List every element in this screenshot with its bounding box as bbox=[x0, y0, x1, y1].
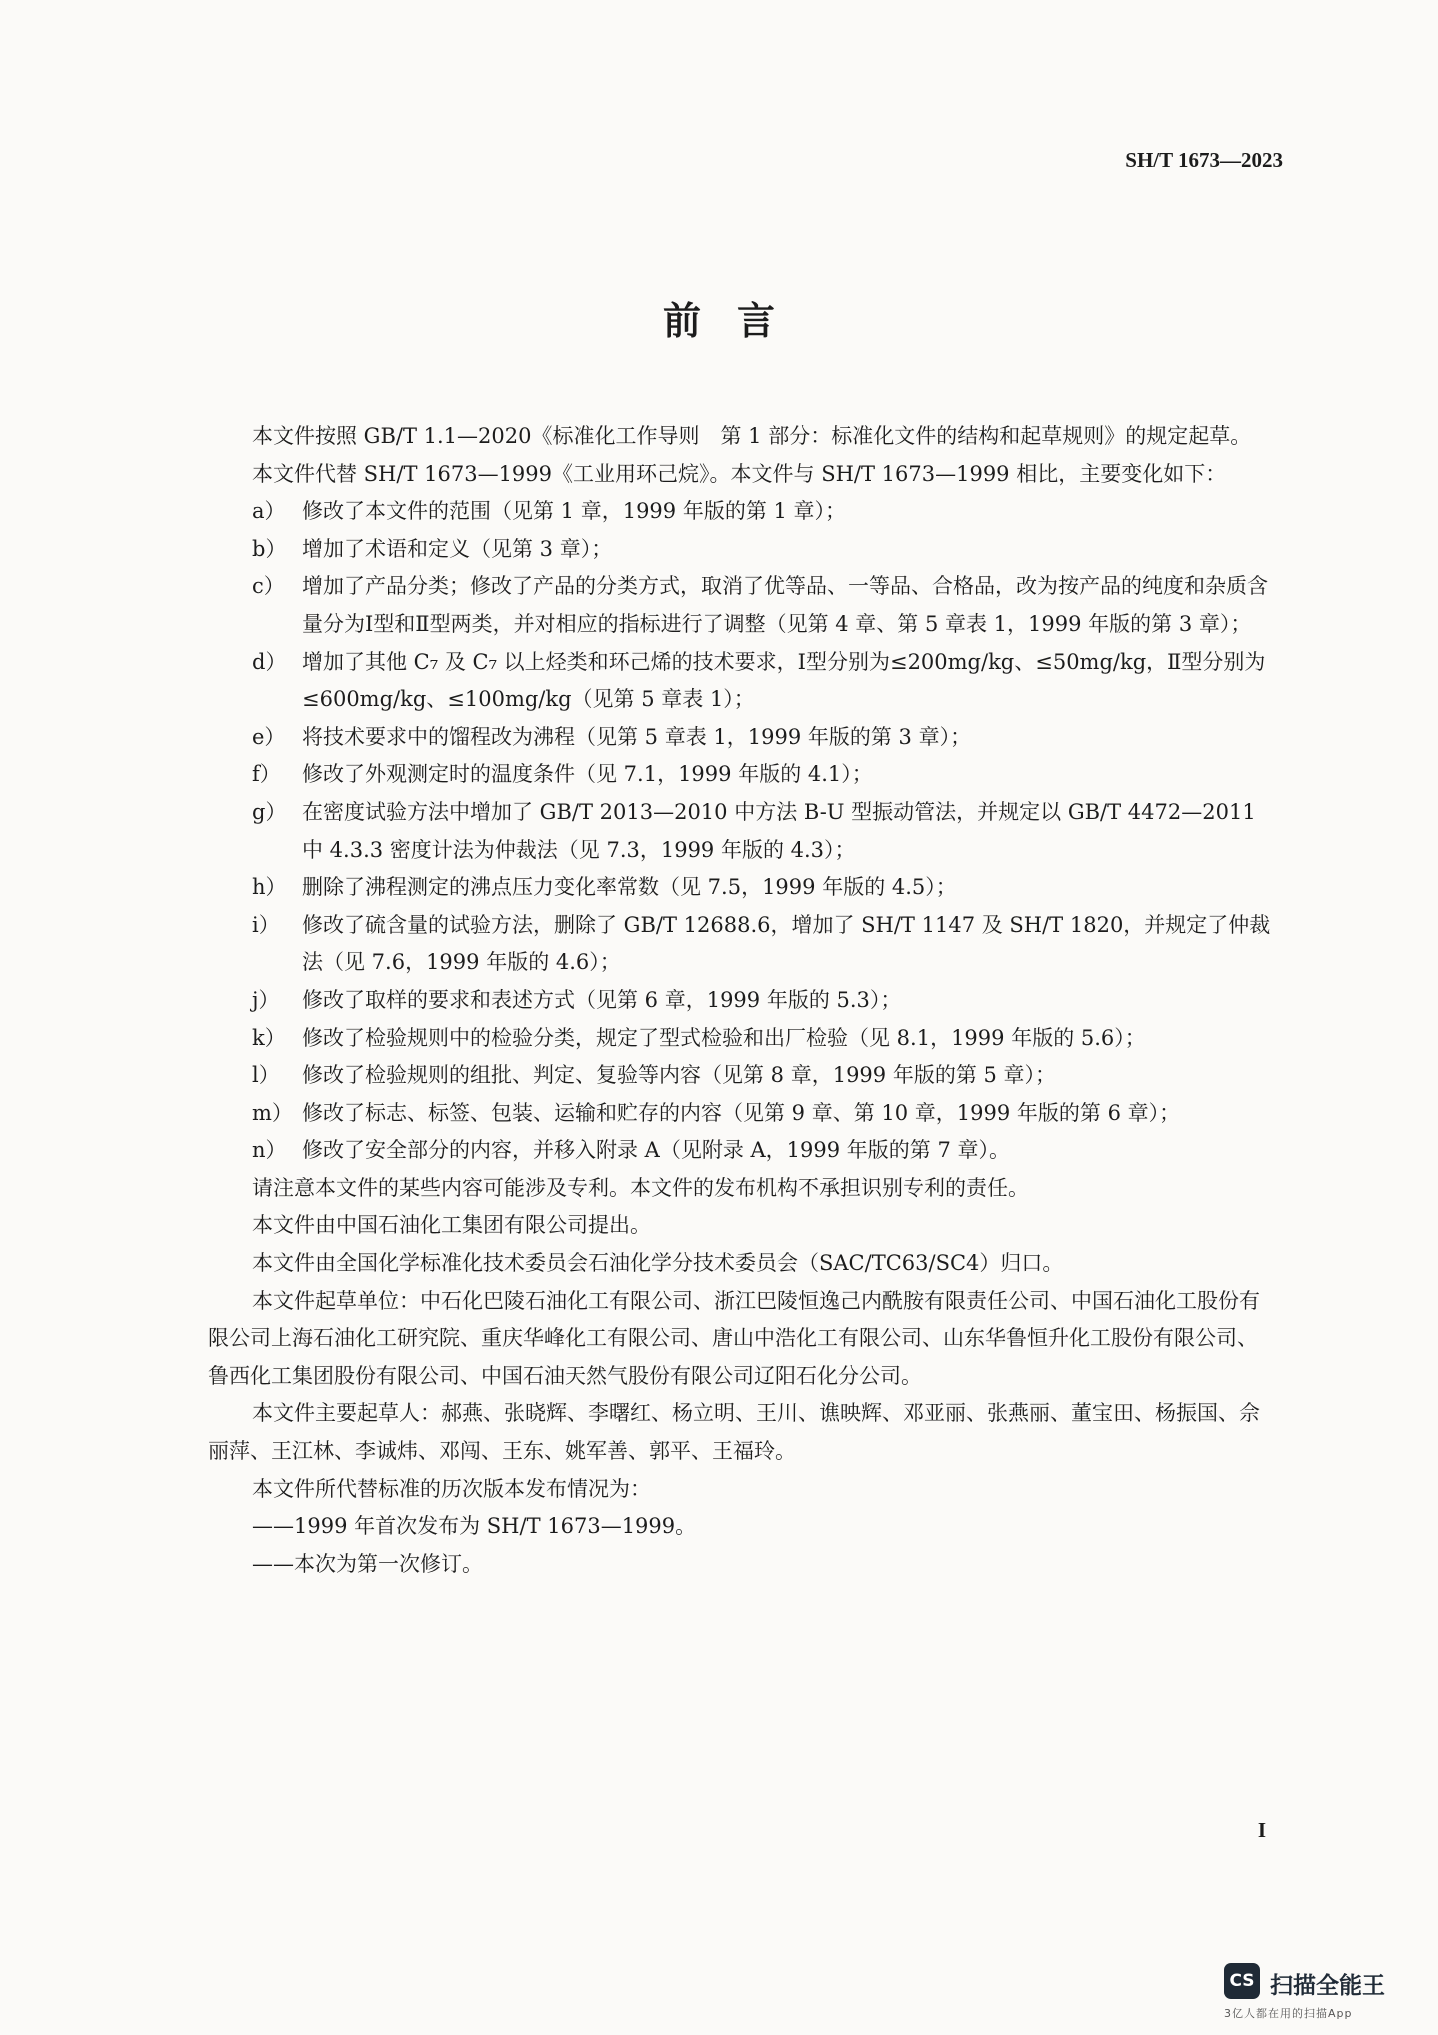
list-item bbox=[208, 982, 1278, 1020]
history-item: ——本次为第一次修订。 bbox=[252, 1551, 483, 1576]
list-marker: a） bbox=[252, 499, 286, 524]
list-text: 修改了硫含量的试验方法，删除了 GB/T 12688.6，增加了 SH/T 1147 及 SH/T 1820，并规定了仲裁法（见 7.6，1999 年版的 4.6）； bbox=[302, 912, 1271, 975]
camscanner-logo-icon: CS bbox=[1224, 1963, 1260, 1999]
list-item bbox=[208, 756, 1278, 794]
list-text: 将技术要求中的馏程改为沸程（见第 5 章表 1，1999 年版的第 3 章）； bbox=[302, 724, 972, 749]
patent-notice: 请注意本文件的某些内容可能涉及专利。本文件的发布机构不承担识别专利的责任。 bbox=[252, 1175, 1029, 1200]
list-item bbox=[208, 1057, 1278, 1095]
list-item bbox=[208, 1095, 1278, 1133]
list-text: 修改了检验规则中的检验分类，规定了型式检验和出厂检验（见 8.1，1999 年版的 5.6）； bbox=[302, 1025, 1146, 1050]
drafters: 本文件主要起草人：郝燕、张晓辉、李曙红、杨立明、王川、谯映辉、邓亚丽、张燕丽、董宝田、杨振国、佘丽萍、王江林、李诚炜、邓闯、王东、姚军善、郭平、王福玲。 bbox=[208, 1401, 1260, 1464]
list-item bbox=[208, 719, 1278, 757]
list-marker: h） bbox=[252, 875, 287, 900]
changes-list bbox=[208, 493, 1278, 1170]
intro-paragraph: 本文件代替 SH/T 1673—1999《工业用环己烷》。本文件与 SH/T 1673—1999 相比，主要变化如下： bbox=[252, 461, 1227, 486]
list-marker: c） bbox=[252, 574, 285, 599]
list-text: 增加了产品分类；修改了产品的分类方式，取消了优等品、一等品、合格品，改为按产品的纯度和杂质含量分为Ⅰ型和Ⅱ型两类，并对相应的指标进行了调整（见第 4 章、第 5 章表 1，1999 年版的第 3 章）； bbox=[302, 574, 1268, 636]
document-body bbox=[208, 418, 1278, 1583]
list-marker: m） bbox=[252, 1100, 293, 1125]
committee-statement: 本文件由全国化学标准化技术委员会石油化学分技术委员会（SAC/TC63/SC4）归口。 bbox=[252, 1251, 1064, 1276]
list-marker: l） bbox=[252, 1063, 280, 1088]
list-item bbox=[208, 869, 1278, 907]
list-marker: k） bbox=[252, 1025, 286, 1050]
history-intro: 本文件所代替标准的历次版本发布情况为： bbox=[252, 1476, 651, 1501]
intro-paragraph: 本文件按照 GB/T 1.1—2020《标准化工作导则 第 1 部分：标准化文件的结构和起草规则》的规定起草。 bbox=[252, 424, 1252, 448]
list-item bbox=[208, 644, 1278, 719]
list-marker: f） bbox=[252, 762, 281, 787]
list-marker: n） bbox=[252, 1138, 287, 1163]
list-item bbox=[208, 493, 1278, 531]
watermark-tagline: 3亿人都在用的扫描App bbox=[1224, 2007, 1353, 2020]
watermark-name: 扫描全能王 bbox=[1270, 1973, 1385, 1999]
list-item bbox=[208, 568, 1278, 643]
standard-code: SH/T 1673—2023 bbox=[1125, 148, 1283, 172]
list-marker: j） bbox=[252, 987, 280, 1012]
list-item bbox=[208, 1132, 1278, 1170]
list-item bbox=[208, 1020, 1278, 1058]
proposer-statement: 本文件由中国石油化工集团有限公司提出。 bbox=[252, 1213, 651, 1238]
list-marker: e） bbox=[252, 724, 286, 749]
list-text: 增加了其他 C₇ 及 C₇ 以上烃类和环己烯的技术要求，Ⅰ型分别为≤200mg/kg、≤50mg/kg，Ⅱ型分别为≤600mg/kg、≤100mg/kg（见第 5 章表 1）； bbox=[302, 649, 1266, 712]
list-text: 修改了外观测定时的温度条件（见 7.1，1999 年版的 4.1）； bbox=[302, 762, 873, 787]
list-text: 修改了标志、标签、包装、运输和贮存的内容（见第 9 章、第 10 章，1999 年版的第 6 章）； bbox=[302, 1100, 1181, 1125]
list-item bbox=[208, 907, 1278, 982]
list-item bbox=[208, 531, 1278, 569]
scanner-watermark bbox=[1224, 1963, 1414, 2023]
list-marker: g） bbox=[252, 799, 287, 824]
list-text: 删除了沸程测定的沸点压力变化率常数（见 7.5，1999 年版的 4.5）； bbox=[302, 875, 957, 900]
list-text: 修改了本文件的范围（见第 1 章，1999 年版的第 1 章）； bbox=[302, 499, 847, 524]
list-text: 修改了安全部分的内容，并移入附录 A（见附录 A，1999 年版的第 7 章）。 bbox=[302, 1138, 1011, 1163]
page-title: 前言 bbox=[662, 299, 811, 343]
list-text: 增加了术语和定义（见第 3 章）； bbox=[302, 536, 613, 561]
list-marker: i） bbox=[252, 912, 280, 937]
list-item bbox=[208, 794, 1278, 869]
list-marker: b） bbox=[252, 536, 287, 561]
list-marker: d） bbox=[252, 649, 287, 674]
list-text: 修改了检验规则的组批、判定、复验等内容（见第 8 章，1999 年版的第 5 章）； bbox=[302, 1063, 1057, 1088]
drafting-units: 本文件起草单位：中石化巴陵石油化工有限公司、浙江巴陵恒逸己内酰胺有限责任公司、中国石油化工股份有限公司上海石油化工研究院、重庆华峰化工有限公司、唐山中浩化工有限公司、山东华鲁恒升化工股份有限公司、鲁西化工集团股份有限公司、中国石油天然气股份有限公司辽阳石化分公司。 bbox=[208, 1288, 1260, 1388]
list-text: 修改了取样的要求和表述方式（见第 6 章，1999 年版的 5.3）； bbox=[302, 987, 902, 1012]
page-number: I bbox=[1257, 1818, 1266, 1842]
history-item: ——1999 年首次发布为 SH/T 1673—1999。 bbox=[252, 1514, 697, 1539]
list-text: 在密度试验方法中增加了 GB/T 2013—2010 中方法 B-U 型振动管法，并规定以 GB/T 4472—2011 中 4.3.3 密度计法为仲裁法（见 7.3，1999 年版的 4.3）； bbox=[302, 799, 1256, 862]
